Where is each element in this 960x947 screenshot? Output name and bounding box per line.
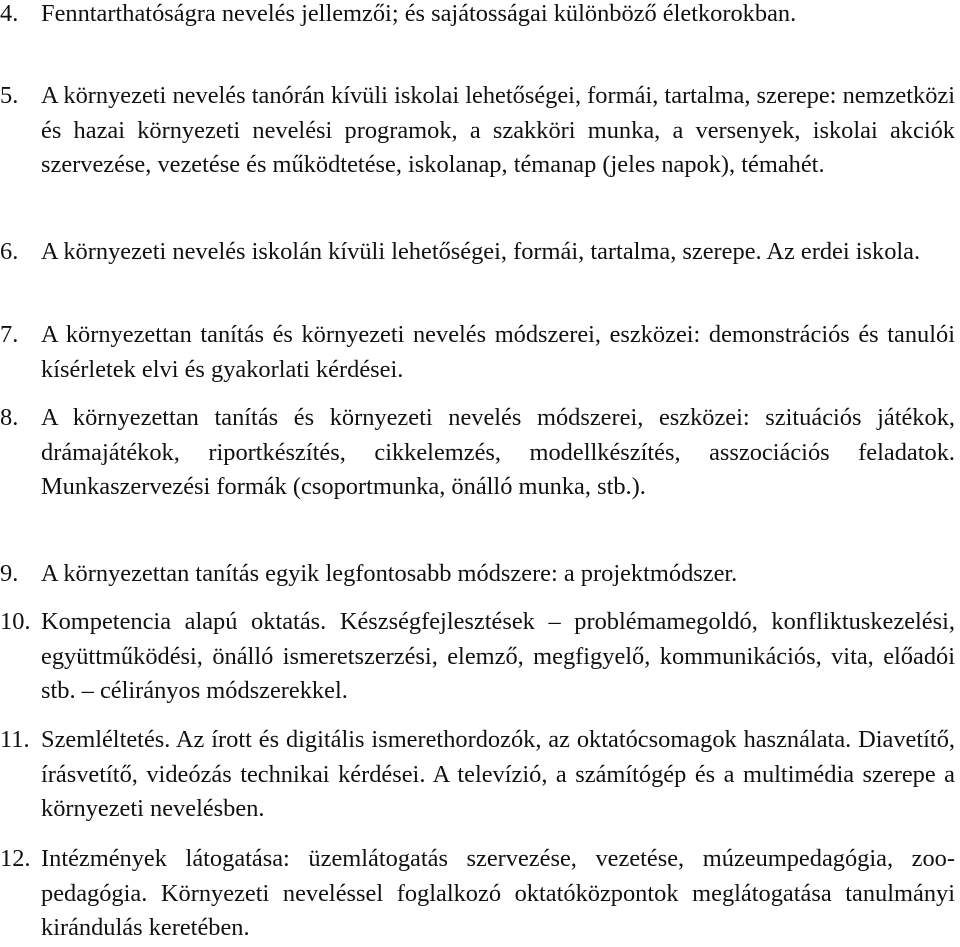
list-item-11 (0, 723, 955, 827)
item-number: 8. (0, 404, 19, 431)
item-text: Kompetencia alapú oktatás. Készségfejlesztések – problémamegoldó, konfliktuskezelési, együttműködési, önálló ismeretszerzési, elemző, megfigyelő, kommunikációs, vita, előadói stb. – célirányos módszerekkel. (41, 608, 955, 705)
list-item-6 (0, 235, 955, 270)
list-item-4 (0, 0, 955, 32)
item-text: A környezettan tanítás egyik legfontosabb módszere: a projektmódszer. (41, 560, 738, 587)
item-text: Szemléltetés. Az írott és digitális ismerethordozók, az oktatócsomagok használata. Diavetítő, írásvetítő, videózás technikai kérdései. A televízió, a számítógép és a multimédia szerepe a környezeti nevelésben. (41, 726, 955, 823)
item-text: A környezeti nevelés tanórán kívüli iskolai lehetőségei, formái, tartalma, szerepe: nemzetközi és hazai környezeti nevelési programok, a szakköri munka, a versenyek, iskolai akciók szervezése, vezetése és működtetése, iskolanap, témanap (jeles napok), témahét. (41, 82, 955, 179)
list-item-12 (0, 842, 955, 946)
list-item-5 (0, 79, 955, 183)
list-item-7 (0, 318, 955, 387)
item-number: 5. (0, 82, 19, 109)
item-number: 4. (0, 0, 19, 27)
item-number: 10. (0, 608, 31, 635)
item-text: A környezeti nevelés iskolán kívüli lehetőségei, formái, tartalma, szerepe. Az erdei iskola. (41, 238, 921, 265)
item-number: 12. (0, 845, 31, 872)
list-item-9 (0, 557, 955, 592)
item-text: Intézmények látogatása: üzemlátogatás szervezése, vezetése, múzeumpedagógia, zoo-pedagógia. Környezeti neveléssel foglalkozó oktatóközpontok meglátogatása tanulmányi kirándulás keretében. (41, 845, 955, 942)
list-item-8 (0, 401, 955, 505)
item-text: A környezettan tanítás és környezeti nevelés módszerei, eszközei: szituációs játékok, drámajátékok, riportkészítés, cikkelemzés, modellkészítés, asszociációs feladatok. Munkaszervezési formák (csoportmunka, önálló munka, stb.). (41, 404, 955, 501)
list-item-10 (0, 605, 955, 709)
item-text: A környezettan tanítás és környezeti nevelés módszerei, eszközei: demonstrációs és tanulói kísérletek elvi és gyakorlati kérdései. (41, 321, 955, 383)
item-number: 7. (0, 321, 19, 348)
item-number: 6. (0, 238, 19, 265)
item-number: 9. (0, 560, 19, 587)
item-number: 11. (0, 726, 30, 753)
item-text: Fenntarthatóságra nevelés jellemzői; és sajátosságai különböző életkorokban. (41, 0, 797, 27)
